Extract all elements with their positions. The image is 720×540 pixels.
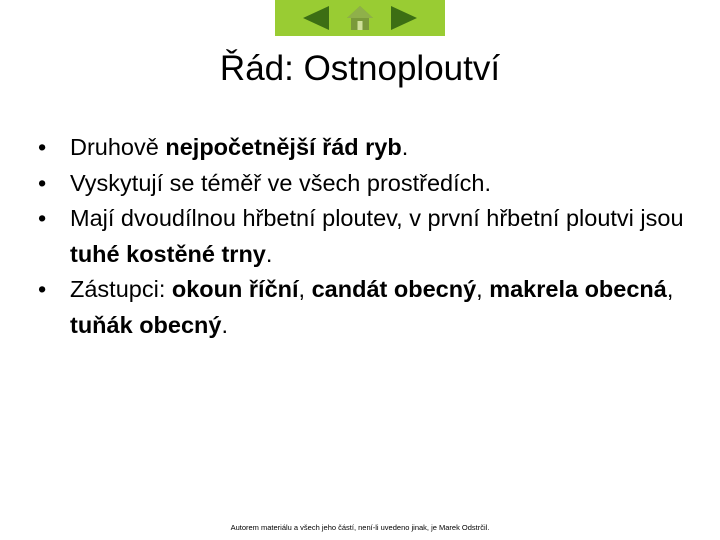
bullet-list <box>36 130 686 343</box>
bullet-text: , <box>476 276 490 302</box>
back-arrow-icon <box>301 4 331 32</box>
slide-title: Řád: Ostnoploutví <box>219 49 501 88</box>
bullet-text: Mají dvoudílnou hřbetní ploutev, v první hřbetní ploutvi jsou <box>70 205 684 231</box>
bullet-bold-text: candát obecný <box>311 276 477 302</box>
bullet-text: . <box>401 134 409 160</box>
bullet-bold-text: tuhé kostěné trny <box>70 240 266 267</box>
bullet-item <box>36 130 686 166</box>
back-button[interactable] <box>299 3 333 33</box>
bullet-text: Zástupci: <box>70 276 172 302</box>
bullet-bold-text: tuňák obecný <box>70 311 222 338</box>
forward-arrow-icon <box>389 4 419 32</box>
forward-button[interactable] <box>387 3 421 33</box>
home-button[interactable] <box>343 3 377 33</box>
bullet-item <box>36 272 686 343</box>
navigation-bar <box>275 0 445 36</box>
bullet-text: . <box>265 240 273 267</box>
bullet-text: , <box>666 276 674 302</box>
bullet-bold-text: okoun říční <box>171 276 299 302</box>
bullet-text: Vyskytují se téměř ve všech prostředích. <box>70 169 491 196</box>
bullet-item <box>36 201 686 272</box>
bullet-bold-text: nejpočetnější řád ryb <box>165 134 402 160</box>
home-icon <box>345 4 375 32</box>
bullet-text: . <box>221 311 229 338</box>
bullet-bold-text: makrela obecná <box>489 276 667 302</box>
bullet-item <box>36 166 686 202</box>
bullet-text: Druhově <box>70 134 166 160</box>
author-footer: Autorem materiálu a všech jeho částí, není-li uvedeno jinak, je Marek Odstrčil. <box>230 523 490 532</box>
bullet-text: , <box>298 276 312 302</box>
